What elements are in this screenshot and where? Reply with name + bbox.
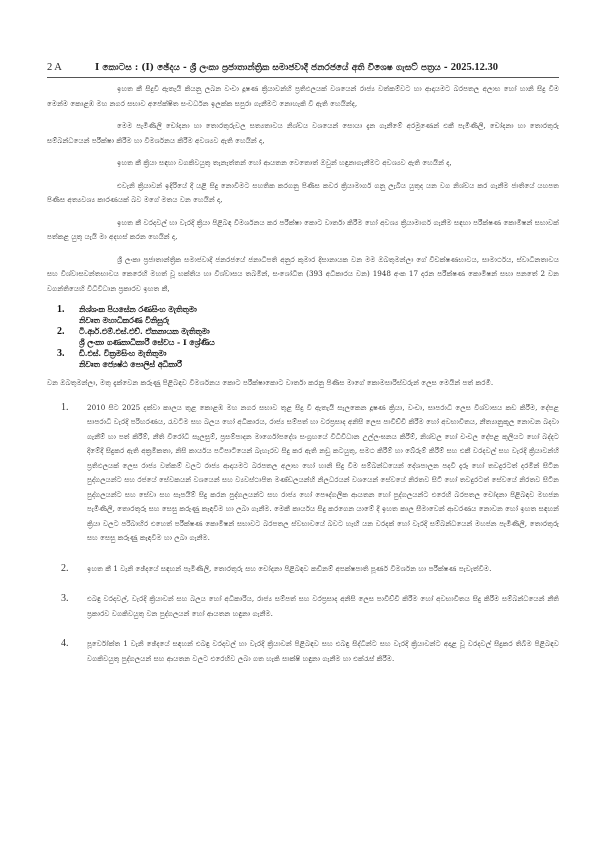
preamble-paragraph: එවැනි ක්‍රියාවන් ඉදිරියේ දී යළි සිදු නොවීමට සහතික කරගනු පිණිස කවර ක්‍රියාමාර්ග ගනු ලැබිය යුතුද යන වග නිශ්චය කර ගැනීම ජාතියේ යහපත පිණිස අත්‍යවශ්‍ය කාරණයක් බව මගේ මතය වන හෙයින් ද, (47, 180, 559, 204)
commissioner-name: නිශ්ශංක පියසේන රණසිංහ මැතිතුමා (79, 305, 197, 314)
header-date: 2025.12.30 (450, 62, 499, 73)
term-text: 2010 සිට 2025 දක්වා කාලය තුළ කොළඹ මහ නගර සභාව තුළ සිදු වී ඇතැයි සැලකෙන දූෂණ ක්‍රියා, වංචා, සාපරාධී ලෙස විශ්වාසය කඩ කිරීම, දේපළ සාපරාධී වැරදි පරිහරණය, රැවටීම සහ බලය හෝ අධිකාරය, රාජ්‍ය සම්පත් හා වරප්‍රසාද අනිසි ලෙස පාවිච්චි කිරීම හෝ අවභාවිතය, නීත්‍යානුකූල නොවන බදවා ගැනීම් හා පත් කිරීම්, නීති විරෝධී සැලසුම්, ප්‍රසම්පාදන මාර්ගෝපදේශ සංග්‍රහයේ විධිවිධාන උල්ලංඝනය කිරීම්, නිශ්චල හෝ චංචල දේපළ කුලියට හෝ බද්දට දීමේදී සිදුකර ඇති අක්‍රමිකතා, නිසි කාර්යය පටිපාටියෙන් බැහැරව සිදු කර ඇති නඩු කටයුතු, සමථ කිරීම් හා බේරුම් කිරීම් සහ එකී වරදවල් සහ වැරදි ක්‍රියාවන්හි ප්‍රතිඵලයක් ලෙස රාජ්‍ය වත්කම් වලට රාජ්‍ය ආදායමට බරපතල අලාභ හෝ හානි සිදු වීම සම්බන්ධයෙන් දේශපාලන පදවි දැරූ හෝ තවදුරටත් දරමින් සිටින පුද්ගලයන්ට සහ රජයේ සේවකයන් වශයෙන් සහ ව්‍යවස්ථාපිත මණ්ඩලයන්හි නිලධරයන් වශයෙන් සේවයේ නිරතව සිටි හෝ තවදුරටත් සේවයේ නිරතව සිටින පුද්ගලයන්ට සහ සේවා සහ සැපයීම් සිදු කරන පුද්ගලයන්ට සහ රාජ්‍ය හෝ පෞද්ගලික ආයතන හෝ පුද්ගලයන්ට එරෙහි බරපතල චෝදනා පිළිබඳව මහජන පැමිණිලි, තොරතුරු සහ සෙසු කරුණු කැඳවීම හා ලබා ගැනීම. මෙකී කාර්යය සිදු කරගෙන යාමේ දී ඉහත කාල සීමාවෙන් ආවරණය නොවන හෝ ඉහත සඳහන් ක්‍රියා වලට පරිබාහිර එහෙත් පරීක්ෂණ කොමිෂන් සභාවට බරපතල ස්වභාවයේ බවට හැඟී යන වරදක් හෝ වැරදි සම්බන්ධයෙන් මහජන පැමිණිලි, තොරතුරු සහ සෙසු කරුණු කැඳවීම හා ලබා ගැනීම. (87, 402, 559, 542)
commissioner-item (57, 304, 559, 326)
commissioner-item (57, 348, 559, 370)
commissioner-title: නිවෘත ජ්‍යෙෂ්ඨ පොලිස් අධිකාරී (79, 360, 182, 369)
term-number: 2. (61, 562, 69, 574)
page-header (47, 62, 559, 78)
header-title-text: I කොටස : (I) ඡේදය - ශ්‍රී ලංකා ප්‍රජාතාන්ත්‍රික සමාජවාදී ජනරජයේ අති විශෙෂ ගැසට් පත්‍රය - (95, 63, 451, 73)
preamble-paragraph: ඉහත කී වරදවල් හා වැරදි ක්‍රියා පිළිබඳ විමර්ශනය කර පරීක්ෂා කොට වාර්තා කිරීම හෝ අවශ්‍ය ක්‍රියාමාර්ග ගැනීම සඳහා පරීක්ෂණ කොමිෂන් සභාවක් පත්කළ යුතු යැයි මා අදහස් කරන හෙයින් ද, (47, 217, 559, 241)
appointment-paragraph: ශ්‍රී ලංකා ප්‍රජාතාන්ත්‍රික සමාජවාදී ජනරජයේ ජනාධිපති අනුර කුමාර දිසානායක වන මම ඔබතුමන්ලා ගේ විචක්ෂණභාවය, සාමාර්ථය, ස්වාධීනතාවය සහ විශ්වාසවන්තභාවය කෙරෙහි මහත් වූ භක්තිය හා විශ්වාසය තබමින්, සංශෝධිත (393 අධිකාරය වන) 1948 අංක 17 දරන පරීක්ෂණ කොමිෂන් සභා පනතේ 2 වන වගන්තියෙහි විධිවිධාන ප්‍රකාරව ඉහත කී, (47, 254, 559, 293)
preamble-paragraph: ඉහත කී ක්‍රියා සඳහා වගකිවයුතු තැනැත්තන් හෝ ආයතන වෙතොත් ඔවුන් හඳුනාගැනීමට අවශ්‍යව ඇති හෙයින් ද, (117, 158, 452, 167)
commissioner-title: නිවෘත මහාධිකරණ විනිසුරු (79, 316, 170, 325)
term-number: 3. (61, 593, 69, 604)
preamble-paragraph: මෙම පැමිණිලි චෝදනා හා තොරතුරුවල සත්‍යතාවය නිශ්චය වශයෙන් සොයා දැන ගැනීමේ අරමුණෙන් එකී පැමිණිලි, චෝදනා හා තොරතුරු සම්බන්ධයෙන් පරීක්ෂා කිරීම හා විමර්ශනය කිරීම අවශ්‍යව ඇති හෙයින් ද, (47, 121, 559, 145)
preamble-paragraph: ඉහත කී සිදුවී ඇතැයි කියනු ලබන වංචා දූෂණ ක්‍රියාවන්හි ප්‍රතිඵලයක් වශයෙන් රාජ්‍ය වත්කම්වට හා ආදායමට බරපතල අලාභ හෝ හානි සිදු වීම මෙන්ම කොළඹ මහ නගර සභාව අපේක්ෂිත සංවර්ධන ඉලක්ක සපුරා ගැනීමට නොහැකි වී ඇති හෙයින්ද, (47, 84, 559, 108)
commissioner-number: 1. (57, 304, 65, 315)
commissioner-list (47, 304, 559, 370)
closing-paragraph: වන ඔබතුමන්ලා, මතු දැක්වෙන කරුණු පිළිබඳව විමර්ශනය කොට පරීක්ෂාකොට වාර්තා කරනු පිණිස මාගේ කොමසාරිස්වරුන් ලෙස මෙයින් පත් කරමි. (47, 378, 494, 387)
header-title (95, 62, 498, 73)
term-text: ඉහත කී 1 වැනි ඡේදයේ සඳහන් පැමිණිලි, තොරතුරු සහ චෝදනා පිළිබඳව කඩිනම් අපක්ෂපාති පූර්ණ විමර්ශන හා පරීක්ෂණ පැවැත්වීම. (87, 563, 492, 573)
terms-of-reference (47, 401, 559, 667)
term-item (61, 592, 559, 621)
term-text: එබඳු වරදවල්, වැරදි ක්‍රියාවන් සහ බලය හෝ අධිකාරිය, රාජ්‍ය සම්පත් සහ වරප්‍රසාද අනිසි ලෙස පාවිච්චි කිරීම හෝ අවභාවිතය සිදු කිරීම සම්බන්ධයෙන් නීති ප්‍රකාරව වගකිවයුතු වන පුද්ගලයන් හෝ ආයතන හඳුනා ගැනීම. (87, 594, 559, 618)
commissioner-number: 2. (57, 326, 65, 337)
term-number: 1. (61, 401, 69, 413)
commissioner-name: ටී.ආර්.එම්.එස්.එච්. ඒකනායක මැතිතුමා (79, 327, 210, 336)
term-item (61, 637, 559, 666)
term-text: පූර්වෝක්ත 1 වැනි ඡේදයේ සඳහන් එබඳු වරදවල් හා වැරදි ක්‍රියාවන් පිළිබඳව සහ එබඳු සිද්ධීන්ට සහ වැරදි ක්‍රියාවන්ට අදාළ වූ වරදවල් සිදුකර තිබීම පිළිබඳව වගකිවයුතු පුද්ගලයන් සහ ආයතන වලට එරෙහිව ලබා ගත හැකි සාක්ෂි හඳුනා ගැනීම හා එක්රැස් කිරීම. (87, 639, 559, 663)
term-number: 4. (61, 638, 69, 649)
commissioner-name: ඩී.එස්. වික්‍රමසිංහ මැතිතුමා (79, 349, 167, 358)
term-item (61, 562, 559, 577)
commissioner-number: 3. (57, 348, 65, 359)
gazette-page (47, 62, 559, 666)
commissioner-item (57, 326, 559, 348)
page-number: 2 A (47, 62, 62, 73)
commissioner-title: ශ්‍රී ලංකා ගණකාධිකාරී සේවය - I ශ්‍රේණිය (79, 338, 215, 347)
term-item (61, 401, 559, 546)
